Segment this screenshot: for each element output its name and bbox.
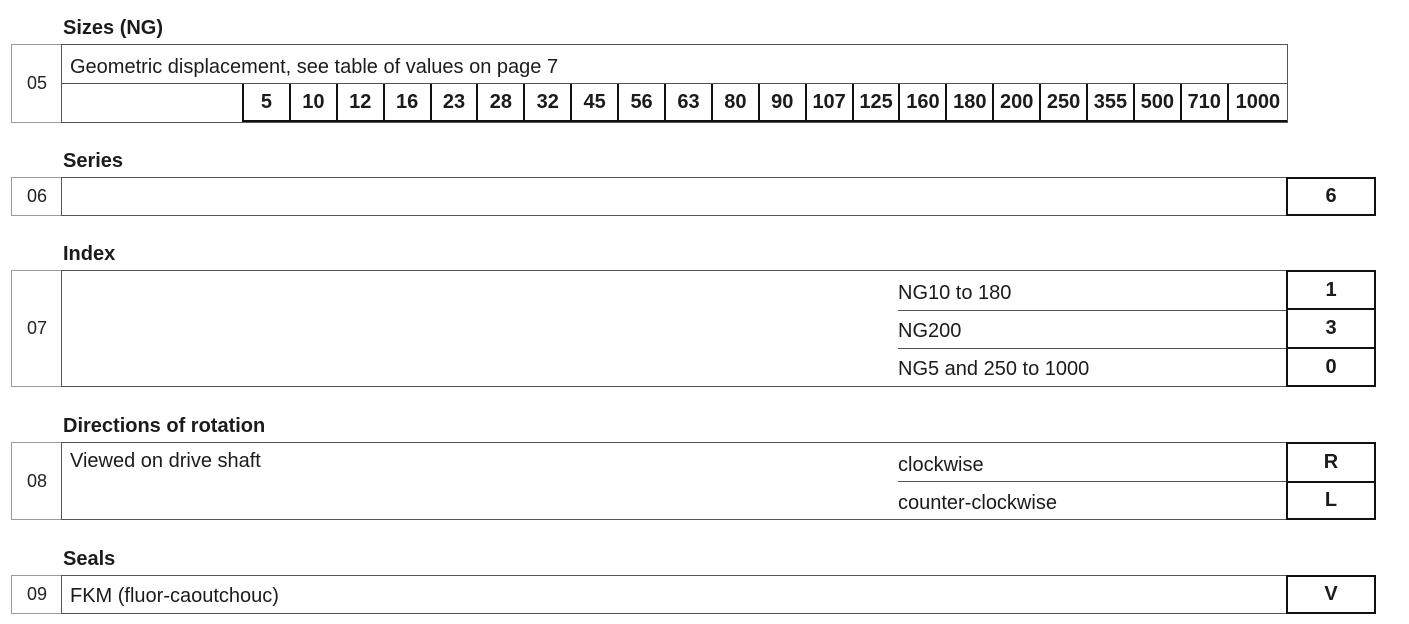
- index-code[interactable]: 0: [1286, 347, 1376, 387]
- size-value-cell[interactable]: 200: [992, 84, 1039, 120]
- index-box: [61, 270, 1288, 387]
- sizes-box: [61, 44, 1288, 123]
- size-value-cell[interactable]: 63: [664, 84, 711, 120]
- size-value-cell[interactable]: 16: [383, 84, 430, 120]
- size-value-cell[interactable]: 12: [336, 84, 383, 120]
- rotation-box: [61, 442, 1288, 520]
- size-value-cell[interactable]: 56: [617, 84, 664, 120]
- index-divider: [898, 310, 1287, 311]
- rotation-title: Directions of rotation: [63, 415, 266, 437]
- size-value-cell[interactable]: 250: [1039, 84, 1086, 120]
- size-value-cell[interactable]: 80: [711, 84, 758, 120]
- seals-title: Seals: [63, 548, 116, 570]
- size-value-cell[interactable]: 160: [898, 84, 945, 120]
- seals-description: FKM (fluor-caoutchouc): [70, 585, 279, 607]
- size-value-cell[interactable]: 10: [289, 84, 336, 120]
- index-code[interactable]: 3: [1286, 308, 1376, 349]
- size-value-cell[interactable]: 1000: [1227, 84, 1287, 120]
- size-value-cell[interactable]: 710: [1180, 84, 1227, 120]
- index-title: Index: [63, 243, 116, 265]
- sizes-title: Sizes (NG): [63, 17, 164, 39]
- sizes-number: 05: [11, 44, 62, 123]
- index-option-label: NG10 to 180: [898, 282, 1012, 304]
- index-divider: [898, 348, 1287, 349]
- size-value-cell[interactable]: 28: [476, 84, 523, 120]
- size-value-cell[interactable]: 90: [758, 84, 805, 120]
- size-value-cell[interactable]: 355: [1086, 84, 1133, 120]
- size-value-cell[interactable]: 180: [945, 84, 992, 120]
- rotation-code[interactable]: L: [1286, 481, 1376, 520]
- rotation-divider: [898, 481, 1287, 482]
- seals-number: 09: [11, 575, 62, 614]
- size-value-cell[interactable]: 107: [805, 84, 852, 120]
- seals-code[interactable]: V: [1286, 575, 1376, 614]
- size-value-cell[interactable]: 45: [570, 84, 617, 120]
- series-title: Series: [63, 150, 124, 172]
- rotation-code[interactable]: R: [1286, 442, 1376, 483]
- size-value-cell[interactable]: 125: [852, 84, 899, 120]
- sizes-values-row: [242, 84, 1287, 122]
- index-code[interactable]: 1: [1286, 270, 1376, 310]
- rotation-option-label: counter-clockwise: [898, 492, 1057, 514]
- rotation-number: 08: [11, 442, 62, 520]
- size-value-cell[interactable]: 32: [523, 84, 570, 120]
- rotation-option-label: clockwise: [898, 454, 984, 476]
- index-option-label: NG200: [898, 320, 962, 342]
- index-number: 07: [11, 270, 62, 387]
- index-option-label: NG5 and 250 to 1000: [898, 358, 1090, 380]
- series-number: 06: [11, 177, 62, 216]
- series-box: [61, 177, 1288, 216]
- size-value-cell[interactable]: 5: [242, 84, 289, 120]
- seals-box: [61, 575, 1288, 614]
- size-value-cell[interactable]: 23: [430, 84, 477, 120]
- rotation-description: Viewed on drive shaft: [70, 450, 261, 472]
- sizes-description: Geometric displacement, see table of values on page 7: [70, 56, 559, 78]
- series-code[interactable]: 6: [1286, 177, 1376, 216]
- size-value-cell[interactable]: 500: [1133, 84, 1180, 120]
